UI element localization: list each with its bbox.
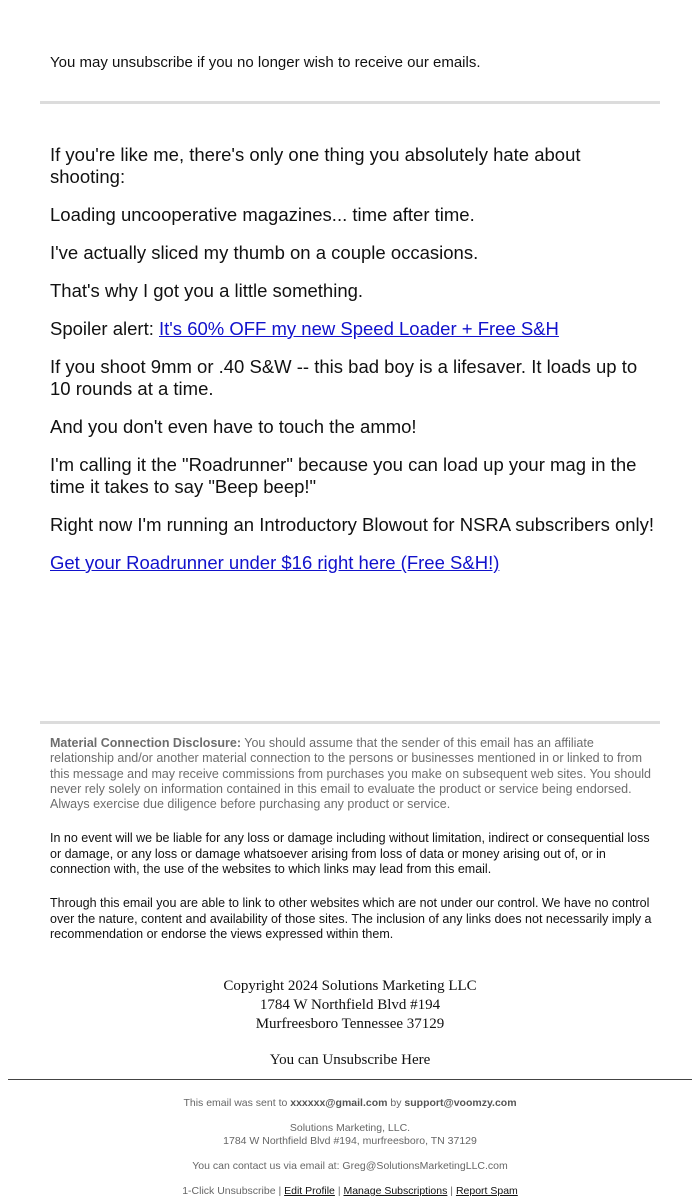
- sent-by-text: by: [387, 1097, 405, 1109]
- disclosure-heading: Material Connection Disclosure:: [50, 736, 242, 750]
- footer-company: Solutions Marketing, LLC.: [289, 1122, 411, 1134]
- paragraph-cta: [50, 552, 655, 574]
- liability-notice: In no event will we be liable for any loss or damage including without limitation, indirect or consequential loss or damage, or any loss or damage whatsoever arising from loss of data or money arising out of, or in connection with, the use of the websites to which links may lead from this email.: [50, 831, 650, 877]
- footer-separator: |: [447, 1185, 456, 1197]
- disclosure-text: You should assume that the sender of this email has an affiliate relationship and/or another material connection to the persons or businesses mentioned in or linked to from this message and may receive commissions from purchases you make on subsequent web sites. You should never rely solely on information contained in this email to evaluate the product or service being endorsed. Always exercise due diligence before purchasing any product or service.: [50, 736, 652, 812]
- paragraph-8: I'm calling it the "Roadrunner" because you can load up your mag in the time it takes to say "Beep beep!": [50, 454, 637, 497]
- material-connection-disclosure: [50, 736, 655, 812]
- divider-top: [40, 101, 660, 104]
- recipient-email: xxxxxx@gmail.com: [290, 1097, 388, 1109]
- footer-divider: [8, 1079, 692, 1080]
- one-click-unsubscribe-link[interactable]: 1-Click Unsubscribe: [182, 1185, 276, 1197]
- sent-to-prefix: This email was sent to: [183, 1097, 291, 1109]
- external-links-notice: Through this email you are able to link to other websites which are not under our control. We have no control over the nature, content and availability of those sites. The inclusion of any links does not necessarily imply a recommendation or endorse the views expressed within them.: [50, 896, 652, 941]
- unsubscribe-here-link[interactable]: You can Unsubscribe Here: [269, 1052, 431, 1068]
- edit-profile-link[interactable]: Edit Profile: [284, 1185, 335, 1197]
- unsubscribe-note: You may unsubscribe if you no longer wish to receive our emails.: [50, 54, 481, 71]
- manage-subscriptions-link[interactable]: Manage Subscriptions: [343, 1185, 448, 1197]
- footer-address: 1784 W Northfield Blvd #194, murfreesboro, TN 37129: [223, 1135, 477, 1147]
- paragraph-5: [50, 318, 655, 340]
- paragraph-2: Loading uncooperative magazines... time after time.: [50, 204, 475, 225]
- email-footer: [0, 1097, 700, 1198]
- report-spam-link[interactable]: Report Spam: [455, 1185, 518, 1197]
- paragraph-6: If you shoot 9mm or .40 S&W -- this bad boy is a lifesaver. It loads up to 10 rounds at a time.: [50, 356, 638, 399]
- copyright-line: Copyright 2024 Solutions Marketing LLC: [223, 978, 477, 994]
- paragraph-1: If you're like me, there's only one thing you absolutely hate about shooting:: [50, 144, 581, 187]
- divider-disclosure: [40, 721, 660, 724]
- sender-email: support@voomzy.com: [404, 1097, 517, 1109]
- copyright-address-street: 1784 W Northfield Blvd #194: [259, 997, 441, 1013]
- speed-loader-offer-link[interactable]: It's 60% OFF my new Speed Loader + Free S&H: [159, 318, 559, 339]
- sent-to-line: [0, 1097, 700, 1110]
- paragraph-7: And you don't even have to touch the ammo!: [50, 416, 417, 437]
- paragraph-3: I've actually sliced my thumb on a couple occasions.: [50, 242, 479, 263]
- spoiler-prefix: Spoiler alert:: [50, 318, 159, 339]
- message-body: [50, 144, 655, 590]
- paragraph-4: That's why I got you a little something.: [50, 280, 364, 301]
- paragraph-9: Right now I'm running an Introductory Blowout for NSRA subscribers only!: [50, 514, 655, 535]
- copyright-address-city: Murfreesboro Tennessee 37129: [255, 1016, 445, 1032]
- roadrunner-cta-link[interactable]: Get your Roadrunner under $16 right here (Free S&H!): [50, 552, 500, 573]
- copyright-block: [0, 977, 700, 1070]
- footer-actions: [0, 1185, 700, 1198]
- footer-separator: |: [334, 1185, 344, 1197]
- footer-contact: You can contact us via email at: Greg@SolutionsMarketingLLC.com: [192, 1160, 508, 1172]
- footer-separator: |: [275, 1185, 285, 1197]
- disclosure-section: [50, 736, 655, 961]
